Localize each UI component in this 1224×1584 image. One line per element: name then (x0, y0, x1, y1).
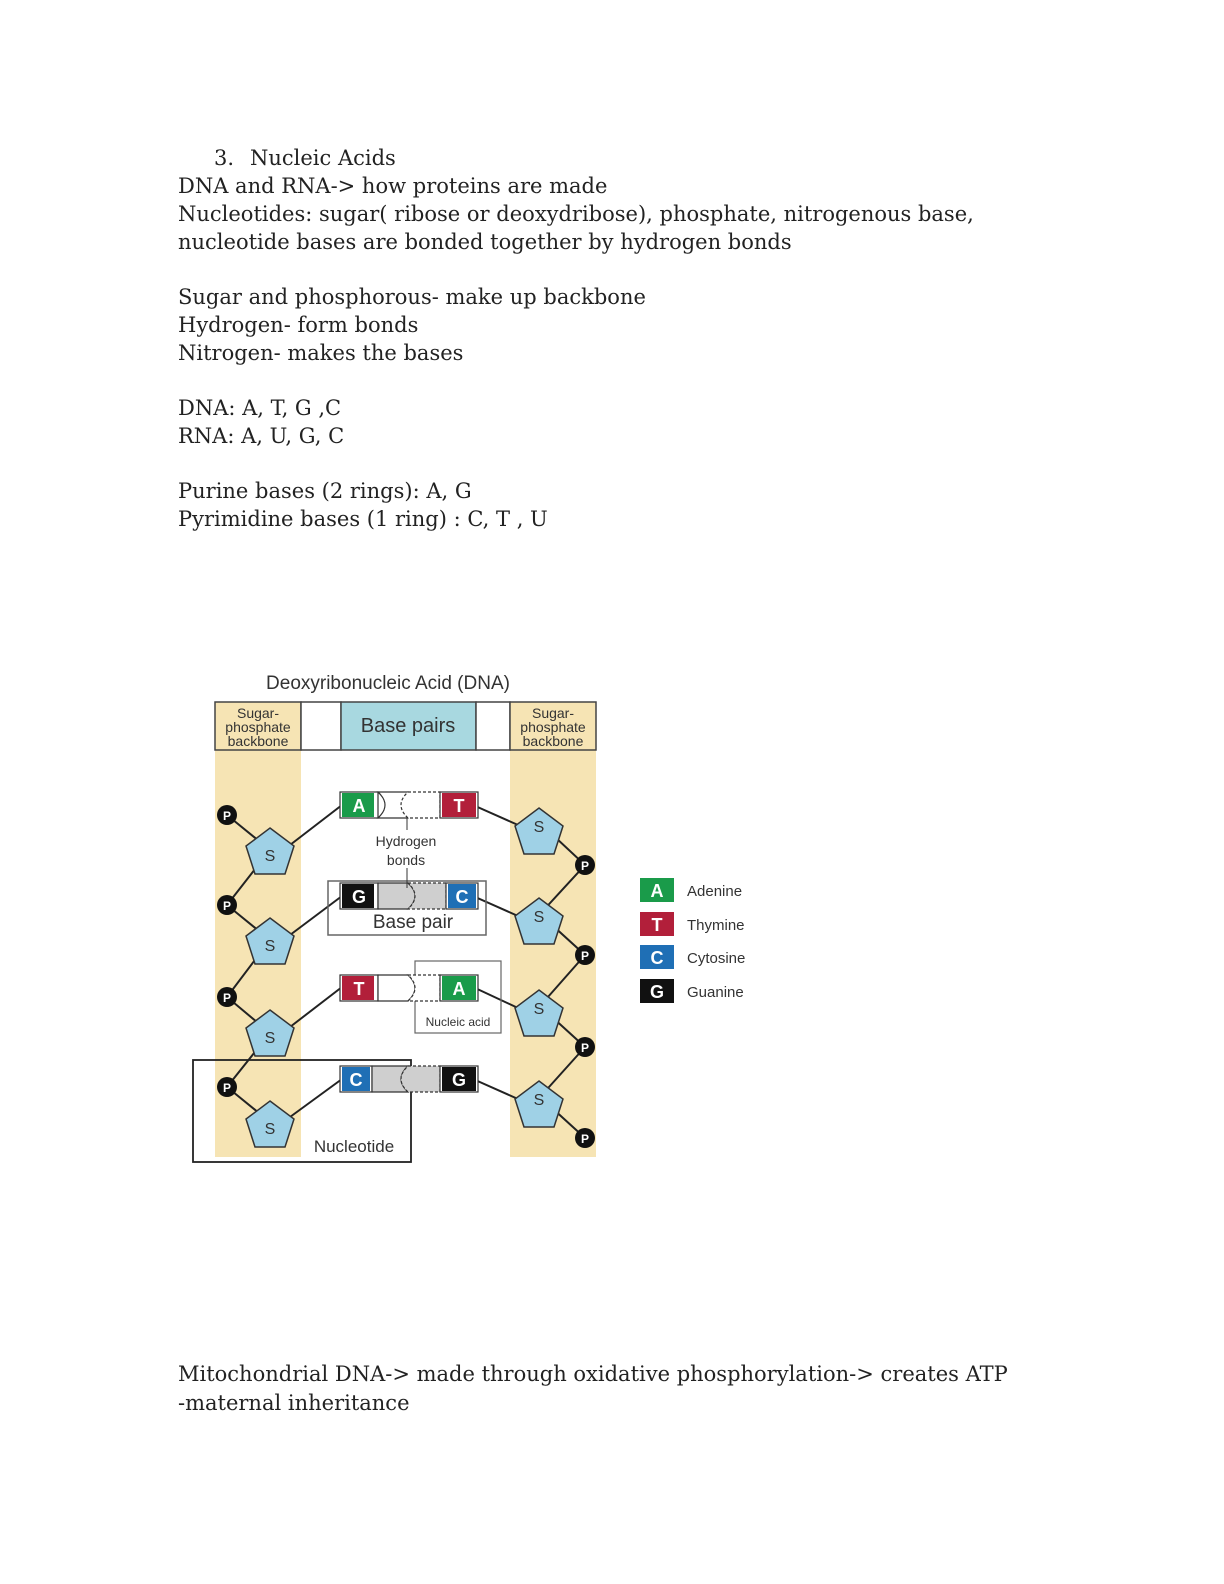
note-line: Nucleotides: sugar( ribose or deoxydribose), phosphate, nitrogenous base, (178, 202, 974, 226)
svg-text:S: S (264, 1121, 276, 1138)
svg-text:P: P (222, 899, 232, 913)
svg-text:S: S (533, 1092, 545, 1109)
legend-item-thymine (640, 912, 745, 936)
legend-item-cytosine (640, 945, 745, 969)
base-letter: A (352, 796, 366, 816)
right-backbone-label: backbone (522, 733, 584, 749)
note-line: DNA and RNA-> how proteins are made (178, 174, 608, 198)
base-pair-4 (340, 1066, 478, 1092)
base-letter: T (453, 796, 465, 816)
left-backbone-label: backbone (227, 733, 289, 749)
svg-text:S: S (533, 1001, 545, 1018)
svg-text:P: P (222, 1081, 232, 1095)
svg-text:G: G (649, 982, 665, 1002)
base-pairs-label: Base pairs (360, 715, 456, 737)
right-backbone-label: Sugar- (531, 705, 575, 721)
note-line: RNA: A, U, G, C (178, 424, 345, 448)
base-letter: G (351, 887, 367, 907)
svg-text:P: P (580, 1041, 590, 1055)
base-pair-1 (340, 792, 478, 818)
phosphate-right-1 (575, 855, 595, 875)
heading-number: 3. (214, 146, 235, 170)
legend-item-adenine (640, 878, 742, 902)
note-line: Nitrogen- makes the bases (178, 341, 464, 365)
base-pair-label: Base pair (372, 912, 454, 933)
nucleic-acid-label: Nucleic acid (425, 1015, 491, 1029)
header-gap-right (476, 702, 510, 750)
base-letter: C (455, 887, 469, 907)
footer-line: Mitochondrial DNA-> made through oxidative phosphorylation-> creates ATP (178, 1362, 1008, 1386)
heading-title: Nucleic Acids (250, 146, 396, 170)
svg-text:P: P (222, 809, 232, 823)
svg-text:Guanine: Guanine (687, 984, 744, 1001)
dna-diagram (180, 660, 770, 1170)
note-line: Pyrimidine bases (1 ring) : C, T , U (178, 507, 548, 531)
svg-text:S: S (264, 1030, 276, 1047)
svg-text:P: P (580, 949, 590, 963)
phosphate-right-4 (575, 1128, 595, 1148)
phosphate-right-2 (575, 945, 595, 965)
hydrogen-bonds-label: bonds (386, 852, 426, 868)
note-line: Hydrogen- form bonds (178, 313, 419, 337)
base-pair-3 (340, 975, 478, 1001)
svg-text:S: S (264, 938, 276, 955)
svg-text:S: S (533, 909, 545, 926)
svg-text:Cytosine: Cytosine (687, 950, 746, 967)
svg-text:P: P (580, 1132, 590, 1146)
svg-text:Thymine: Thymine (687, 917, 745, 934)
svg-text:C: C (650, 948, 664, 968)
svg-text:Adenine: Adenine (687, 883, 743, 900)
svg-text:P: P (580, 859, 590, 873)
base-letter: A (452, 979, 466, 999)
left-backbone-label: phosphate (225, 719, 291, 735)
note-line: nucleotide bases are bonded together by hydrogen bonds (178, 230, 792, 254)
phosphate-left-4 (217, 1077, 237, 1097)
phosphate-left-3 (217, 987, 237, 1007)
header-gap-left (301, 702, 341, 750)
svg-text:T: T (651, 915, 663, 935)
note-line: Purine bases (2 rings): A, G (178, 479, 472, 503)
svg-text:S: S (533, 819, 545, 836)
base-pair-2 (340, 883, 478, 909)
svg-text:P: P (222, 991, 232, 1005)
note-line: DNA: A, T, G ,C (178, 396, 342, 420)
phosphate-left-1 (217, 805, 237, 825)
base-letter: C (349, 1070, 363, 1090)
legend (640, 878, 745, 1003)
legend-item-guanine (640, 979, 744, 1003)
phosphate-right-3 (575, 1037, 595, 1057)
base-letter: T (353, 979, 365, 999)
nucleotide-label: Nucleotide (313, 1137, 395, 1156)
svg-text:A: A (650, 881, 664, 901)
svg-text:S: S (264, 848, 276, 865)
footer-line: -maternal inheritance (178, 1391, 410, 1415)
base-letter: G (451, 1070, 467, 1090)
right-backbone-label: phosphate (520, 719, 586, 735)
diagram-title: Deoxyribonucleic Acid (DNA) (266, 673, 510, 694)
phosphate-left-2 (217, 895, 237, 915)
left-backbone-label: Sugar- (236, 705, 280, 721)
hydrogen-bonds-label: Hydrogen (375, 833, 437, 849)
note-line: Sugar and phosphorous- make up backbone (178, 285, 646, 309)
